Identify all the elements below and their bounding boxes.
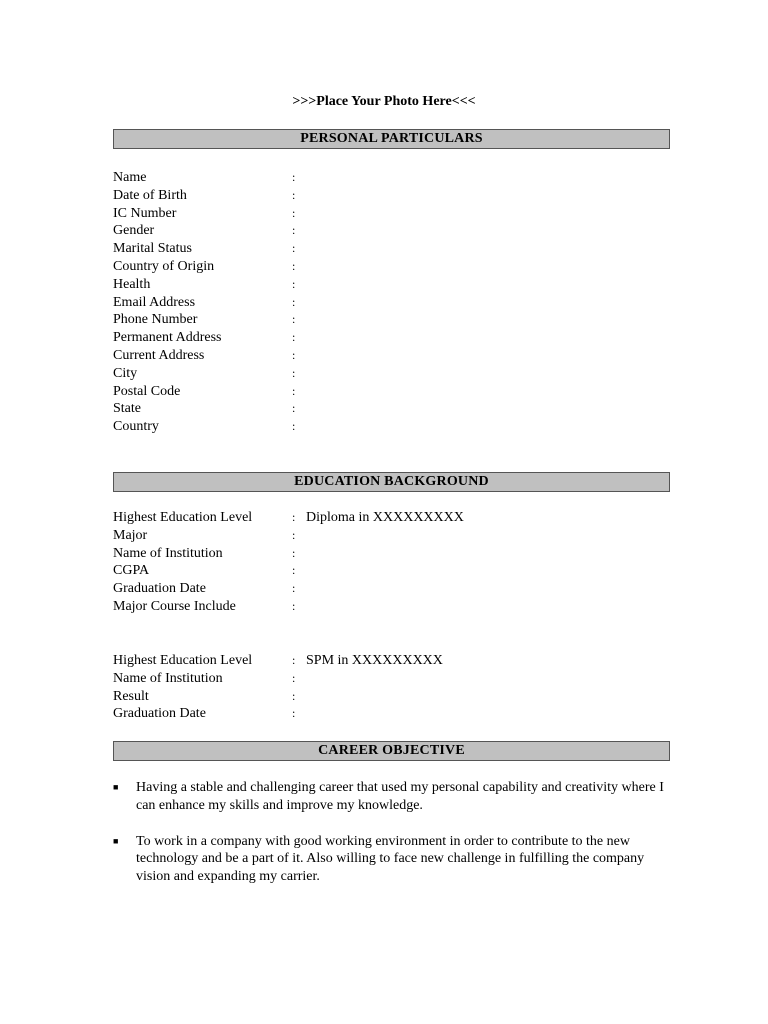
personal-particulars-heading: PERSONAL PARTICULARS	[113, 129, 670, 149]
education-group-diploma	[113, 509, 668, 616]
field-colon: :	[292, 187, 296, 202]
field-label: Date of Birth	[113, 187, 187, 203]
field-label: Email Address	[113, 294, 196, 310]
field-colon: :	[292, 170, 296, 184]
photo-placeholder-text: >>>Place Your Photo Here<<<	[292, 94, 476, 109]
bullet-text: Having a stable and challenging career that used my personal capability and creativity where I can enhance my skills and improve my knowledge.	[136, 780, 664, 813]
field-label: Gender	[113, 223, 155, 239]
field-label: Country	[113, 419, 159, 435]
list-item	[113, 779, 673, 815]
field-label: Major Course Include	[113, 598, 236, 614]
field-label: Result	[113, 688, 149, 704]
field-row-phone-number	[113, 311, 668, 329]
field-row-ic-number	[113, 205, 668, 223]
field-row-major	[113, 527, 668, 545]
field-row-state	[113, 400, 668, 418]
field-row-name	[113, 169, 668, 187]
field-row-current-address	[113, 347, 668, 365]
field-label: Country of Origin	[113, 258, 215, 274]
field-label: IC Number	[113, 205, 177, 221]
field-label: Postal Code	[113, 383, 181, 399]
field-label: Marital Status	[113, 241, 192, 257]
field-label: Health	[113, 276, 151, 292]
field-label: Name	[113, 170, 147, 185]
field-colon: :	[292, 347, 296, 362]
field-colon: :	[292, 510, 296, 524]
field-colon: :	[292, 419, 296, 434]
field-value: Diploma in XXXXXXXXX	[306, 510, 464, 525]
field-row-graduation-date	[113, 580, 668, 598]
field-row-highest-education-level	[113, 509, 668, 527]
field-colon: :	[292, 241, 296, 256]
field-label: Name of Institution	[113, 545, 223, 561]
field-colon: :	[292, 527, 296, 542]
field-row-health	[113, 276, 668, 294]
field-value: SPM in XXXXXXXXX	[306, 653, 443, 668]
field-row-marital-status	[113, 240, 668, 258]
bullet-text: To work in a company with good working environment in order to contribute to the new technology and be a part of it. Also willing to face new challenge in fulfilling the company vision and expanding my carrier.	[136, 833, 645, 885]
field-row-graduation-date	[113, 705, 668, 723]
field-colon: :	[292, 223, 296, 238]
field-row-gender	[113, 222, 668, 240]
field-colon: :	[292, 706, 296, 721]
field-row-country	[113, 418, 668, 436]
career-objective-heading: CAREER OBJECTIVE	[113, 741, 670, 761]
field-colon: :	[292, 294, 296, 309]
field-row-permanent-address	[113, 329, 668, 347]
field-colon: :	[292, 365, 296, 380]
field-label: CGPA	[113, 563, 150, 579]
education-background-heading: EDUCATION BACKGROUND	[113, 472, 670, 492]
field-label: City	[113, 365, 138, 381]
career-objective-list	[113, 779, 673, 904]
field-label: Phone Number	[113, 312, 198, 328]
field-row-name-of-institution	[113, 545, 668, 563]
field-colon: :	[292, 401, 296, 416]
field-row-postal-code	[113, 383, 668, 401]
field-row-highest-education-level	[113, 652, 668, 670]
field-row-name-of-institution	[113, 670, 668, 688]
field-label: Name of Institution	[113, 670, 223, 686]
field-colon: :	[292, 258, 296, 273]
field-colon: :	[292, 653, 296, 667]
field-label: Graduation Date	[113, 581, 206, 597]
field-colon: :	[292, 383, 296, 398]
field-colon: :	[292, 545, 296, 560]
field-label: Highest Education Level	[113, 653, 253, 668]
education-group-spm	[113, 652, 668, 723]
personal-fields	[113, 169, 668, 436]
field-colon: :	[292, 670, 296, 685]
bullet-square-icon: ■	[113, 782, 119, 792]
field-colon: :	[292, 312, 296, 327]
field-row-date-of-birth	[113, 187, 668, 205]
field-row-country-of-origin	[113, 258, 668, 276]
field-row-result	[113, 688, 668, 706]
field-colon: :	[292, 276, 296, 291]
field-label: Major	[113, 527, 148, 543]
field-row-city	[113, 365, 668, 383]
field-label: State	[113, 401, 141, 417]
field-row-major-course-include	[113, 598, 668, 616]
field-label: Highest Education Level	[113, 510, 253, 525]
field-colon: :	[292, 330, 296, 345]
field-colon: :	[292, 688, 296, 703]
list-item	[113, 833, 673, 886]
field-label: Permanent Address	[113, 330, 222, 346]
bullet-square-icon: ■	[113, 835, 119, 846]
field-row-email-address	[113, 294, 668, 312]
field-colon: :	[292, 581, 296, 596]
field-label: Graduation Date	[113, 706, 206, 722]
field-colon: :	[292, 598, 296, 613]
field-colon: :	[292, 563, 296, 578]
field-row-cgpa	[113, 562, 668, 580]
field-label: Current Address	[113, 347, 205, 363]
field-colon: :	[292, 205, 296, 220]
